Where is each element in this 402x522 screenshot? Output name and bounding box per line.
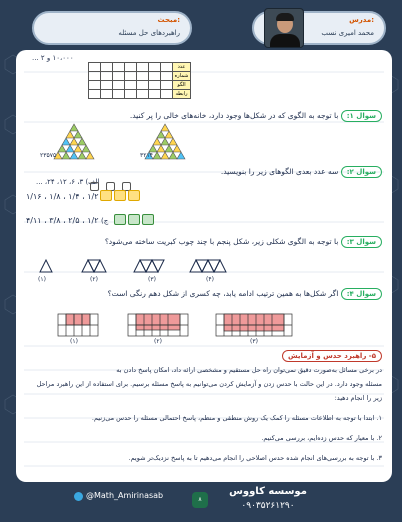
- telegram-icon: [74, 492, 83, 501]
- answer-box[interactable]: [114, 214, 126, 225]
- topic-pill: [32, 11, 192, 45]
- answer-box[interactable]: [128, 214, 140, 225]
- pattern-grid: [88, 62, 191, 99]
- rect-label: (۳): [250, 338, 258, 345]
- shape-label: (۱): [38, 276, 46, 283]
- teacher-name: محمد امیری نسب: [321, 29, 374, 37]
- question-4-text: اگر شکل‌ها به همین ترتیب ادامه یابد، چه کسری از شکل دهم رنگی است؟: [107, 289, 339, 298]
- page-number: ۸: [192, 492, 208, 508]
- paragraph-line: مسئله وجود دارد. در این حالت با حدس زدن و آزمایش کردن می‌توانیم به پاسخ مسئله برسیم. برای استفاده از این راهبرد مراحل: [36, 380, 382, 388]
- pyramid-left-numbers: ۲۳۵۷۵: [40, 152, 57, 159]
- topic-label: مبحث:: [157, 16, 180, 24]
- worksheet: [16, 50, 392, 482]
- question-1: [130, 110, 382, 122]
- question-2b: ۱/۲ ، ۱/۴ ، ۱/۸ ، ۱/۱۶: [26, 192, 99, 201]
- teacher-label: مدرس:: [349, 16, 374, 24]
- answer-box[interactable]: [100, 190, 112, 201]
- paragraph-line: در برخی مسائل به‌صورت دقیق نمی‌توان راه حل مستقیم و مشخصی ارائه داد، امکان پاسخ دادن به: [116, 366, 382, 374]
- question-2c: ج) ۱/۲ ، ۲/۵ ، ۳/۸ ، ۴/۱۱: [26, 216, 109, 225]
- pyramid-right: [120, 122, 210, 162]
- question-1-text: با توجه به الگوی که در شکل‌ها وجود دارد، خانه‌های خالی را پر کنید.: [129, 111, 339, 120]
- step-2: ۲. با معیار که حدس زده‌ایم، بررسی می‌کنیم.: [261, 434, 382, 442]
- shape-label: (۳): [148, 276, 156, 283]
- question-2-label: سوال ۲:: [341, 166, 382, 178]
- footer: [14, 484, 388, 518]
- header: [14, 6, 388, 48]
- fraction-rectangles: [56, 312, 296, 342]
- question-4: [108, 288, 382, 300]
- rect-label: (۲): [154, 338, 162, 345]
- question-2-text: سه عدد بعدی الگوهای زیر را بنویسید.: [220, 167, 339, 176]
- step-3: ۳. با توجه به بررسی‌های انجام شده حدس اصلاحی را انجام می‌دهیم تا به پاسخ نزدیک‌تر شویم.: [128, 454, 382, 462]
- brand-title: موسسه کاووس: [229, 486, 307, 497]
- pyramid-right-numbers: ۳۲۱۴: [140, 152, 153, 159]
- shape-label: (۴): [206, 276, 214, 283]
- answer-box[interactable]: [128, 190, 140, 201]
- brand-phone: ۰۹۰۳۵۲۶۱۲۹۰: [241, 501, 295, 511]
- question-4-label: سوال ۴:: [341, 288, 382, 300]
- question-2: [221, 166, 382, 178]
- answer-box[interactable]: [114, 190, 126, 201]
- step-1: ۱. ابتدا با توجه به اطلاعات مسئله را کمک یک روش منطقی و منظم، پاسخ احتمالی مسئله را حدس می‌زنیم.: [91, 414, 382, 422]
- grid-label: شماره: [173, 72, 191, 81]
- question-2a-sequence: الف) ۳، ۶، ۱۲، ۲۴، ...: [36, 178, 100, 186]
- top-sequence: ۱۰،۰۰۰ و ۲ ...: [32, 54, 74, 62]
- question-3-text: با توجه به الگوی شکلی زیر، شکل پنجم با چند چوب کبریت ساخته می‌شود؟: [104, 237, 339, 246]
- paragraph-line: زیر را انجام دهید:: [334, 394, 382, 402]
- topic-name: راهبردهای حل مسئله: [118, 29, 180, 37]
- grid-label: رابطه: [173, 90, 191, 99]
- question-3-label: سوال ۳:: [341, 236, 382, 248]
- answer-box[interactable]: [142, 214, 154, 225]
- rect-label: (۱): [70, 338, 78, 345]
- grid-label: الگو: [173, 81, 191, 90]
- question-1-label: سوال ۱:: [341, 110, 382, 122]
- grid-label: عدد: [173, 63, 191, 72]
- section-title: ۵- راهبرد حدس و آزمایش: [282, 350, 382, 362]
- shape-label: (۲): [90, 276, 98, 283]
- teacher-avatar: [264, 8, 304, 48]
- telegram-handle[interactable]: @Math_Amirinasab: [86, 491, 164, 500]
- question-3: [105, 236, 382, 248]
